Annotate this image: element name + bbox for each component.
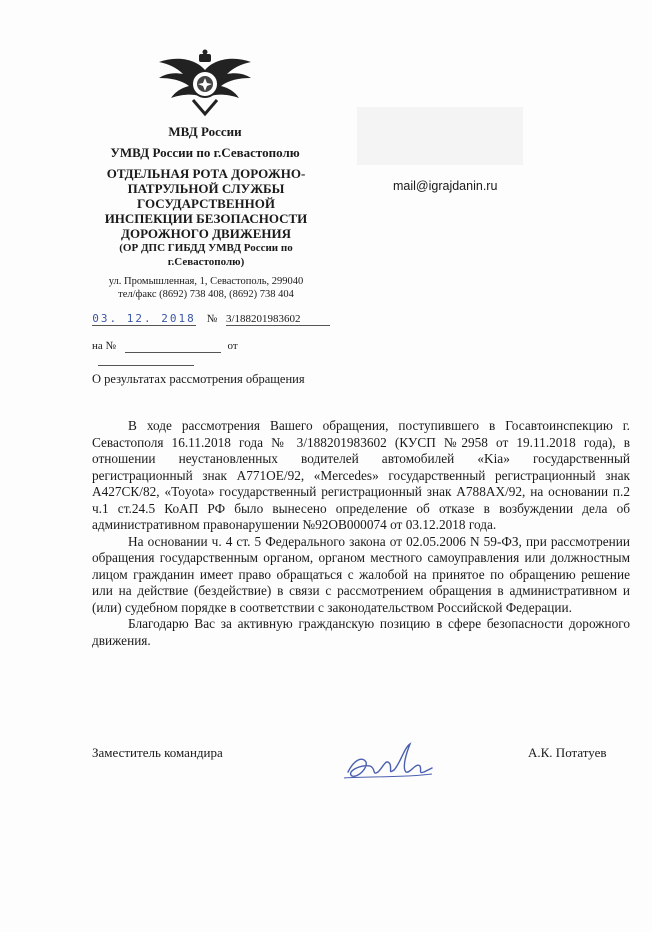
number-sign: № [206, 313, 218, 325]
unit-name-block [86, 166, 326, 269]
on-number-blank [125, 340, 221, 353]
unit-short-line: г.Севастополю) [167, 256, 245, 268]
reference-line [92, 340, 342, 366]
mvd-emblem-icon [155, 48, 255, 120]
letter-subject: О результатах рассмотрения обращения [92, 372, 305, 386]
address-block [96, 275, 316, 301]
recipient-email: mail@igrajdanin.ru [393, 179, 498, 193]
body-paragraph: В ходе рассмотрения Вашего обращения, поступившего в Госавтоинспекцию г. Севастополя 16.11.2018 года № 3/188201983602 (КУСП №2958 от 19.11.2018 года), в отношении неустановленных водителей автомобилей «Kia» государственный регистрационный знак А771ОЕ/92, «Mercedes» государственный регистрационный знак А427СК/82, «Toyota» государственный регистрационный знак А788АХ/92, на основании п.2 ч.1 ст.24.5 КоАП РФ было вынесено определение об отказе в возбуждении дела об административном правонарушении №92ОВ000074 от 03.12.2018 года. [92, 418, 630, 532]
unit-name-line: ОТДЕЛЬНАЯ РОТА ДОРОЖНО- [106, 166, 306, 181]
registration-date: 03. 12. 2018 [92, 312, 196, 325]
phone-line: тел/факс (8692) 738 408, (8692) 738 404 [118, 289, 294, 300]
registration-date-field [92, 312, 196, 326]
department-name: УМВД России по г.Севастополю [110, 145, 300, 160]
address-line: ул. Промышленная, 1, Севастополь, 299040 [108, 276, 304, 287]
signer-name: А.К. Потатуев [528, 745, 607, 760]
from-date-blank [98, 353, 194, 366]
unit-name-line: ПАТРУЛЬНОЙ СЛУЖБЫ [127, 181, 285, 196]
ministry-name: МВД России [168, 124, 242, 139]
letter-body [92, 418, 630, 649]
on-number-label: на № [92, 340, 117, 352]
registration-line [92, 312, 332, 326]
recipient-address-area [357, 107, 523, 165]
unit-short-line: (ОР ДПС ГИБДД УМВД России по [119, 242, 293, 254]
signer-title: Заместитель командира [92, 745, 223, 760]
body-paragraph: Благодарю Вас за активную гражданскую позицию в сфере безопасности дорожного движения. [92, 616, 630, 648]
unit-name-line: ГОСУДАРСТВЕННОЙ [137, 196, 275, 211]
body-paragraph: На основании ч. 4 ст. 5 Федерального закона от 02.05.2006 N 59-ФЗ, при рассмотрении обращения государственным органом, органом местного самоуправления или должностным лицом гражданин имеет право обращаться с жалобой на принятое по обращению решение или на действие (бездействие) в связи с рассмотрением обращения в административном и (или) судебном порядке в соответствии с законодательством Российской Федерации. [92, 533, 630, 615]
handwritten-signature [340, 738, 440, 786]
unit-name-line: ДОРОЖНОГО ДВИЖЕНИЯ [121, 226, 291, 241]
unit-name-line: ИНСПЕКЦИИ БЕЗОПАСНОСТИ [104, 211, 308, 226]
registration-number: 3/188201983602 [226, 313, 330, 326]
from-label: от [227, 340, 238, 352]
